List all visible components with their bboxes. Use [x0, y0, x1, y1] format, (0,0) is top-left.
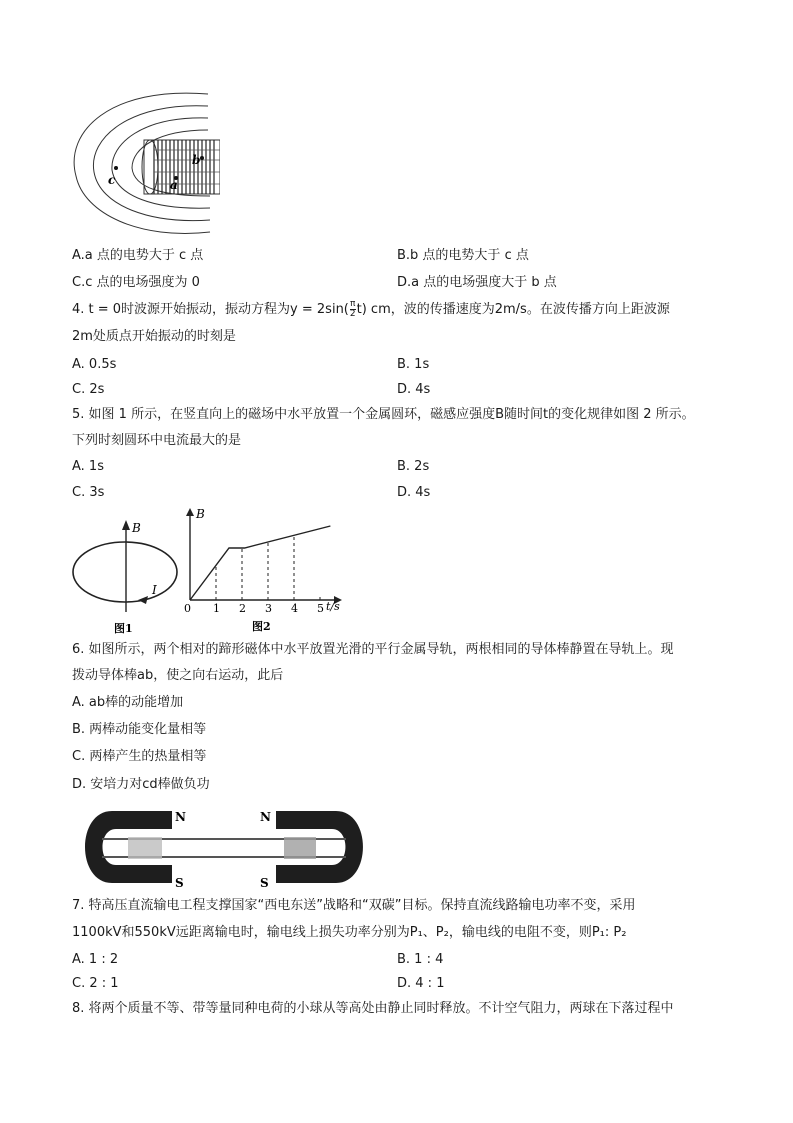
x-tick-label-5: 5 — [317, 602, 324, 615]
q5-fig1-caption: 图1 — [114, 622, 133, 635]
q3-option-c: C.c 点的电场强度为 0 — [72, 275, 200, 290]
q6-label-n-left: N — [175, 810, 186, 824]
q4-option-b: B. 1s — [397, 357, 430, 372]
bt-axes — [186, 508, 342, 604]
q4-option-c: C. 2s — [72, 382, 105, 397]
q3-option-d: D.a 点的电场强度大于 b 点 — [397, 275, 557, 290]
q5-option-d: D. 4s — [397, 485, 431, 500]
x-tick-label-3: 3 — [265, 602, 272, 615]
y-axis-arrow — [186, 508, 194, 516]
q6-option-d: D. 安培力对cd棒做负功 — [72, 777, 210, 792]
point-label-c: c — [108, 173, 116, 187]
x-tick-label-2: 2 — [239, 602, 246, 615]
q3-option-b: B.b 点的电势大于 c 点 — [397, 248, 529, 263]
q6-option-a: A. ab棒的动能增加 — [72, 695, 184, 710]
q6-stem-line1: 6. 如图所示，两个相对的蹄形磁体中水平放置光滑的平行金属导轨，两根相同的导体棒静置在导轨上。现 — [72, 642, 674, 657]
q4-stem-pre: 4. t = 0时波源开始振动，振动方程为y = 2sin( — [72, 302, 349, 317]
q4-option-a: A. 0.5s — [72, 357, 117, 372]
q5-stem-line1: 5. 如图 1 所示，在竖直向上的磁场中水平放置一个金属圆环，磁感应强度B随时间t的变化规律如图 2 所示。 — [72, 407, 695, 422]
q5-fig2-ylabel: B — [196, 507, 205, 521]
q5-figure2-graph — [178, 506, 348, 638]
q4-option-d: D. 4s — [397, 382, 431, 397]
q4-frac-num: π — [350, 299, 356, 309]
q5-stem-line2: 下列时刻圆环中电流最大的是 — [72, 433, 242, 448]
point-label-b: b — [192, 153, 201, 167]
q4-stem-post: t) cm，波的传播速度为2m/s。在波传播方向上距波源 — [356, 302, 670, 317]
q6-label-s-right: S — [260, 876, 269, 890]
q7-option-a: A. 1 : 2 — [72, 952, 119, 967]
q5-fig2-caption: 图2 — [252, 620, 271, 633]
q5-fig2-origin: 0 — [184, 602, 191, 615]
q7-option-d: D. 4 : 1 — [397, 976, 445, 991]
q5-fig2-xlabel: t/s — [326, 600, 340, 613]
q4-frac-den: 2 — [349, 309, 356, 319]
q6-option-c: C. 两棒产生的热量相等 — [72, 749, 207, 764]
q6-option-b: B. 两棒动能变化量相等 — [72, 722, 207, 737]
q5-option-b: B. 2s — [397, 459, 430, 474]
q6-label-s-left: S — [175, 876, 184, 890]
point-label-a: a — [170, 178, 178, 192]
q7-option-b: B. 1 : 4 — [397, 952, 444, 967]
q5-figure1-ring — [70, 516, 182, 638]
q5-option-a: A. 1s — [72, 459, 104, 474]
bt-curve — [190, 526, 330, 600]
q7-option-c: C. 2 : 1 — [72, 976, 119, 991]
q4-stem-line2: 2m处质点开始振动的时刻是 — [72, 329, 236, 344]
q5-fig1-label-i: I — [152, 583, 157, 597]
solenoid-field-figure — [70, 92, 220, 236]
q5-option-c: C. 3s — [72, 485, 105, 500]
q4-stem-line1 — [72, 300, 670, 319]
q8-stem-line1: 8. 将两个质量不等、带等量同种电荷的小球从等高处由静止同时释放。不计空气阻力，两球在下落过程中 — [72, 1001, 674, 1016]
x-tick-label-4: 4 — [291, 602, 298, 615]
q6-label-n-right: N — [260, 810, 271, 824]
q7-stem-line2: 1100kV和550kV远距离输电时，输电线上损失功率分别为P₁、P₂，输电线的电阻不变，则P₁: P₂ — [72, 925, 627, 940]
q6-stem-line2: 拨动导体棒ab，使之向右运动，此后 — [72, 668, 284, 683]
q6-magnets-photo — [72, 803, 376, 891]
q3-option-a: A.a 点的电势大于 c 点 — [72, 248, 204, 263]
b-t-curve — [190, 526, 330, 600]
x-tick-label-1: 1 — [213, 602, 220, 615]
q4-fraction — [350, 300, 356, 319]
q5-fig1-label-b: B — [132, 521, 141, 535]
q7-stem-line1: 7. 特高压直流输电工程支撑国家“西电东送”战略和“双碳”目标。保持直流线路输电功率不变，采用 — [72, 898, 636, 913]
